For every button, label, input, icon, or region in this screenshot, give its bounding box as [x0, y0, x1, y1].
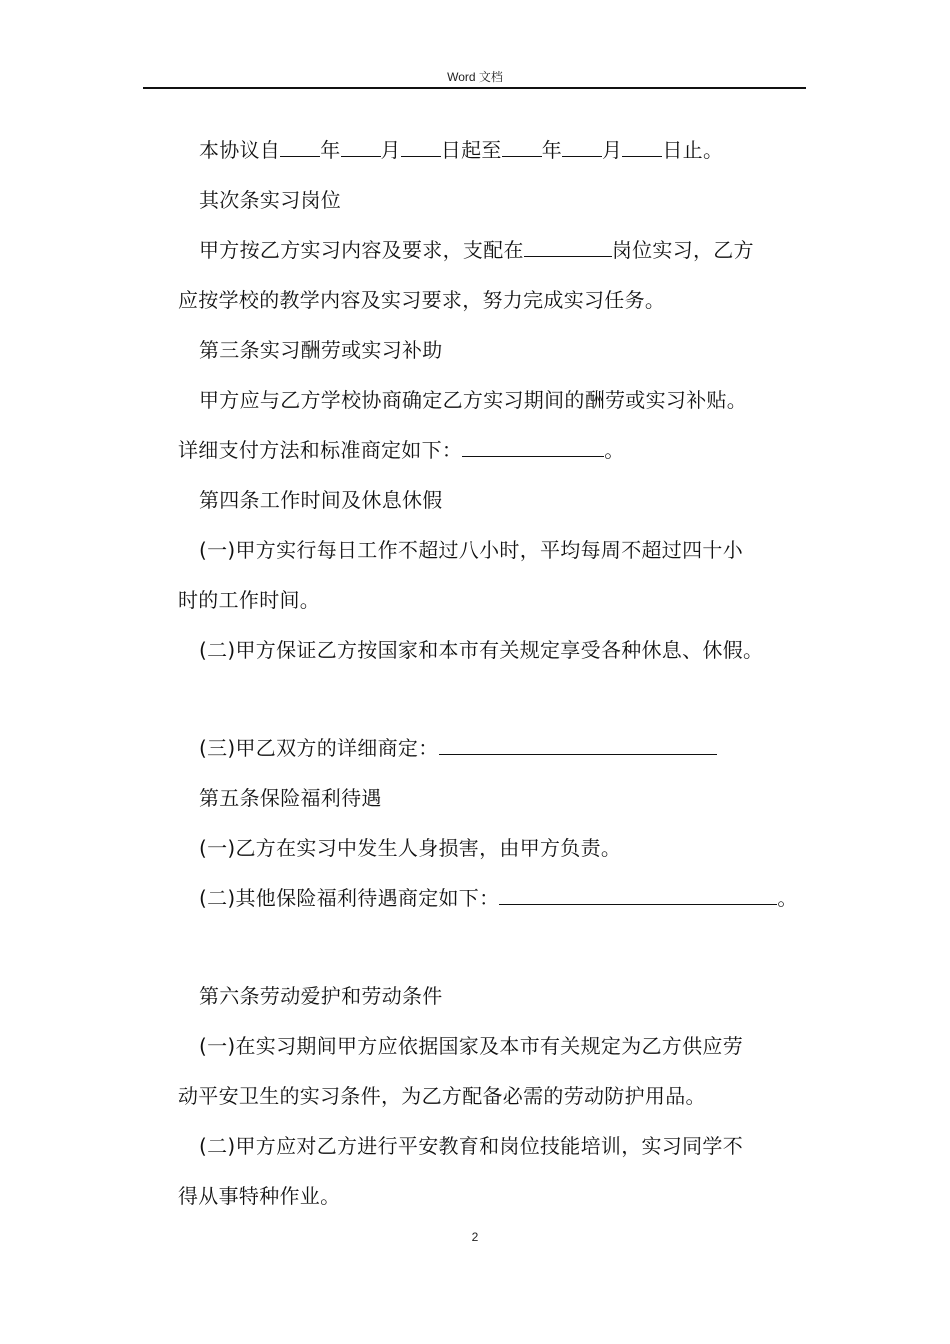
- text-segment: 日止。: [662, 138, 724, 162]
- paragraph-line: (二)甲方应对乙方进行平安教育和岗位技能培训，实习同学不: [199, 1134, 744, 1158]
- blank-field: [524, 236, 612, 257]
- text-segment: 本协议自: [199, 138, 281, 162]
- article-heading: 第五条保险福利待遇: [199, 786, 382, 810]
- paragraph-line: 动平安卫生的实习条件，为乙方配备必需的劳动防护用品。: [178, 1084, 706, 1108]
- article-heading: 其次条实习岗位: [199, 188, 342, 212]
- text-segment: 月: [602, 138, 623, 162]
- blank-field: [502, 136, 542, 157]
- text-segment: 。: [604, 438, 625, 462]
- paragraph-line: 时的工作时间。: [178, 588, 321, 612]
- text-segment: 年: [541, 138, 563, 162]
- article-heading: 第四条工作时间及休息休假: [199, 488, 443, 512]
- text-segment: 年: [320, 138, 341, 162]
- blank-field: [562, 136, 602, 157]
- paragraph-line: (二)甲方保证乙方按国家和本市有关规定享受各种休息、休假。: [199, 638, 764, 662]
- page-header-title: Word 文档: [447, 70, 503, 84]
- paragraph-line: 得从事特种作业。: [178, 1184, 341, 1208]
- paragraph-line: [199, 734, 717, 762]
- blank-field: [499, 884, 777, 905]
- paragraph-line: (一)在实习期间甲方应依据国家及本市有关规定为乙方供应劳: [199, 1034, 744, 1058]
- paragraph-line: 甲方应与乙方学校协商确定乙方实习期间的酬劳或实习补贴。: [199, 388, 748, 412]
- text-segment: (三)甲乙双方的详细商定：: [199, 736, 439, 760]
- text-segment: 详细支付方法和标准商定如下：: [178, 438, 463, 462]
- text-segment: 。: [777, 886, 798, 910]
- text-segment: 甲方按乙方实习内容及要求，支配在: [199, 238, 524, 262]
- article-heading: 第六条劳动爱护和劳动条件: [199, 984, 443, 1008]
- blank-field: [622, 136, 662, 157]
- blank-field: [401, 136, 441, 157]
- text-segment: 岗位实习，乙方: [611, 238, 754, 262]
- header-divider: [143, 87, 806, 89]
- paragraph-line: (一)乙方在实习中发生人身损害，由甲方负责。: [199, 836, 622, 860]
- paragraph-line: [178, 436, 625, 464]
- text-segment: 月: [380, 138, 401, 162]
- paragraph-line: (一)甲方实行每日工作不超过八小时，平均每周不超过四十小: [199, 538, 744, 562]
- blank-field: [280, 136, 320, 157]
- blank-field: [439, 734, 717, 755]
- paragraph-line: [199, 236, 754, 264]
- blank-field: [462, 436, 604, 457]
- article-heading: 第三条实习酬劳或实习补助: [199, 338, 443, 362]
- paragraph-line: [199, 884, 798, 912]
- text-segment: 日起至: [440, 138, 502, 162]
- text-segment: (二)其他保险福利待遇商定如下：: [199, 886, 500, 910]
- page-number: 2: [471, 1230, 479, 1244]
- paragraph-term-dates: [199, 136, 723, 164]
- paragraph-line: 应按学校的教学内容及实习要求，努力完成实习任务。: [178, 288, 666, 312]
- blank-field: [341, 136, 381, 157]
